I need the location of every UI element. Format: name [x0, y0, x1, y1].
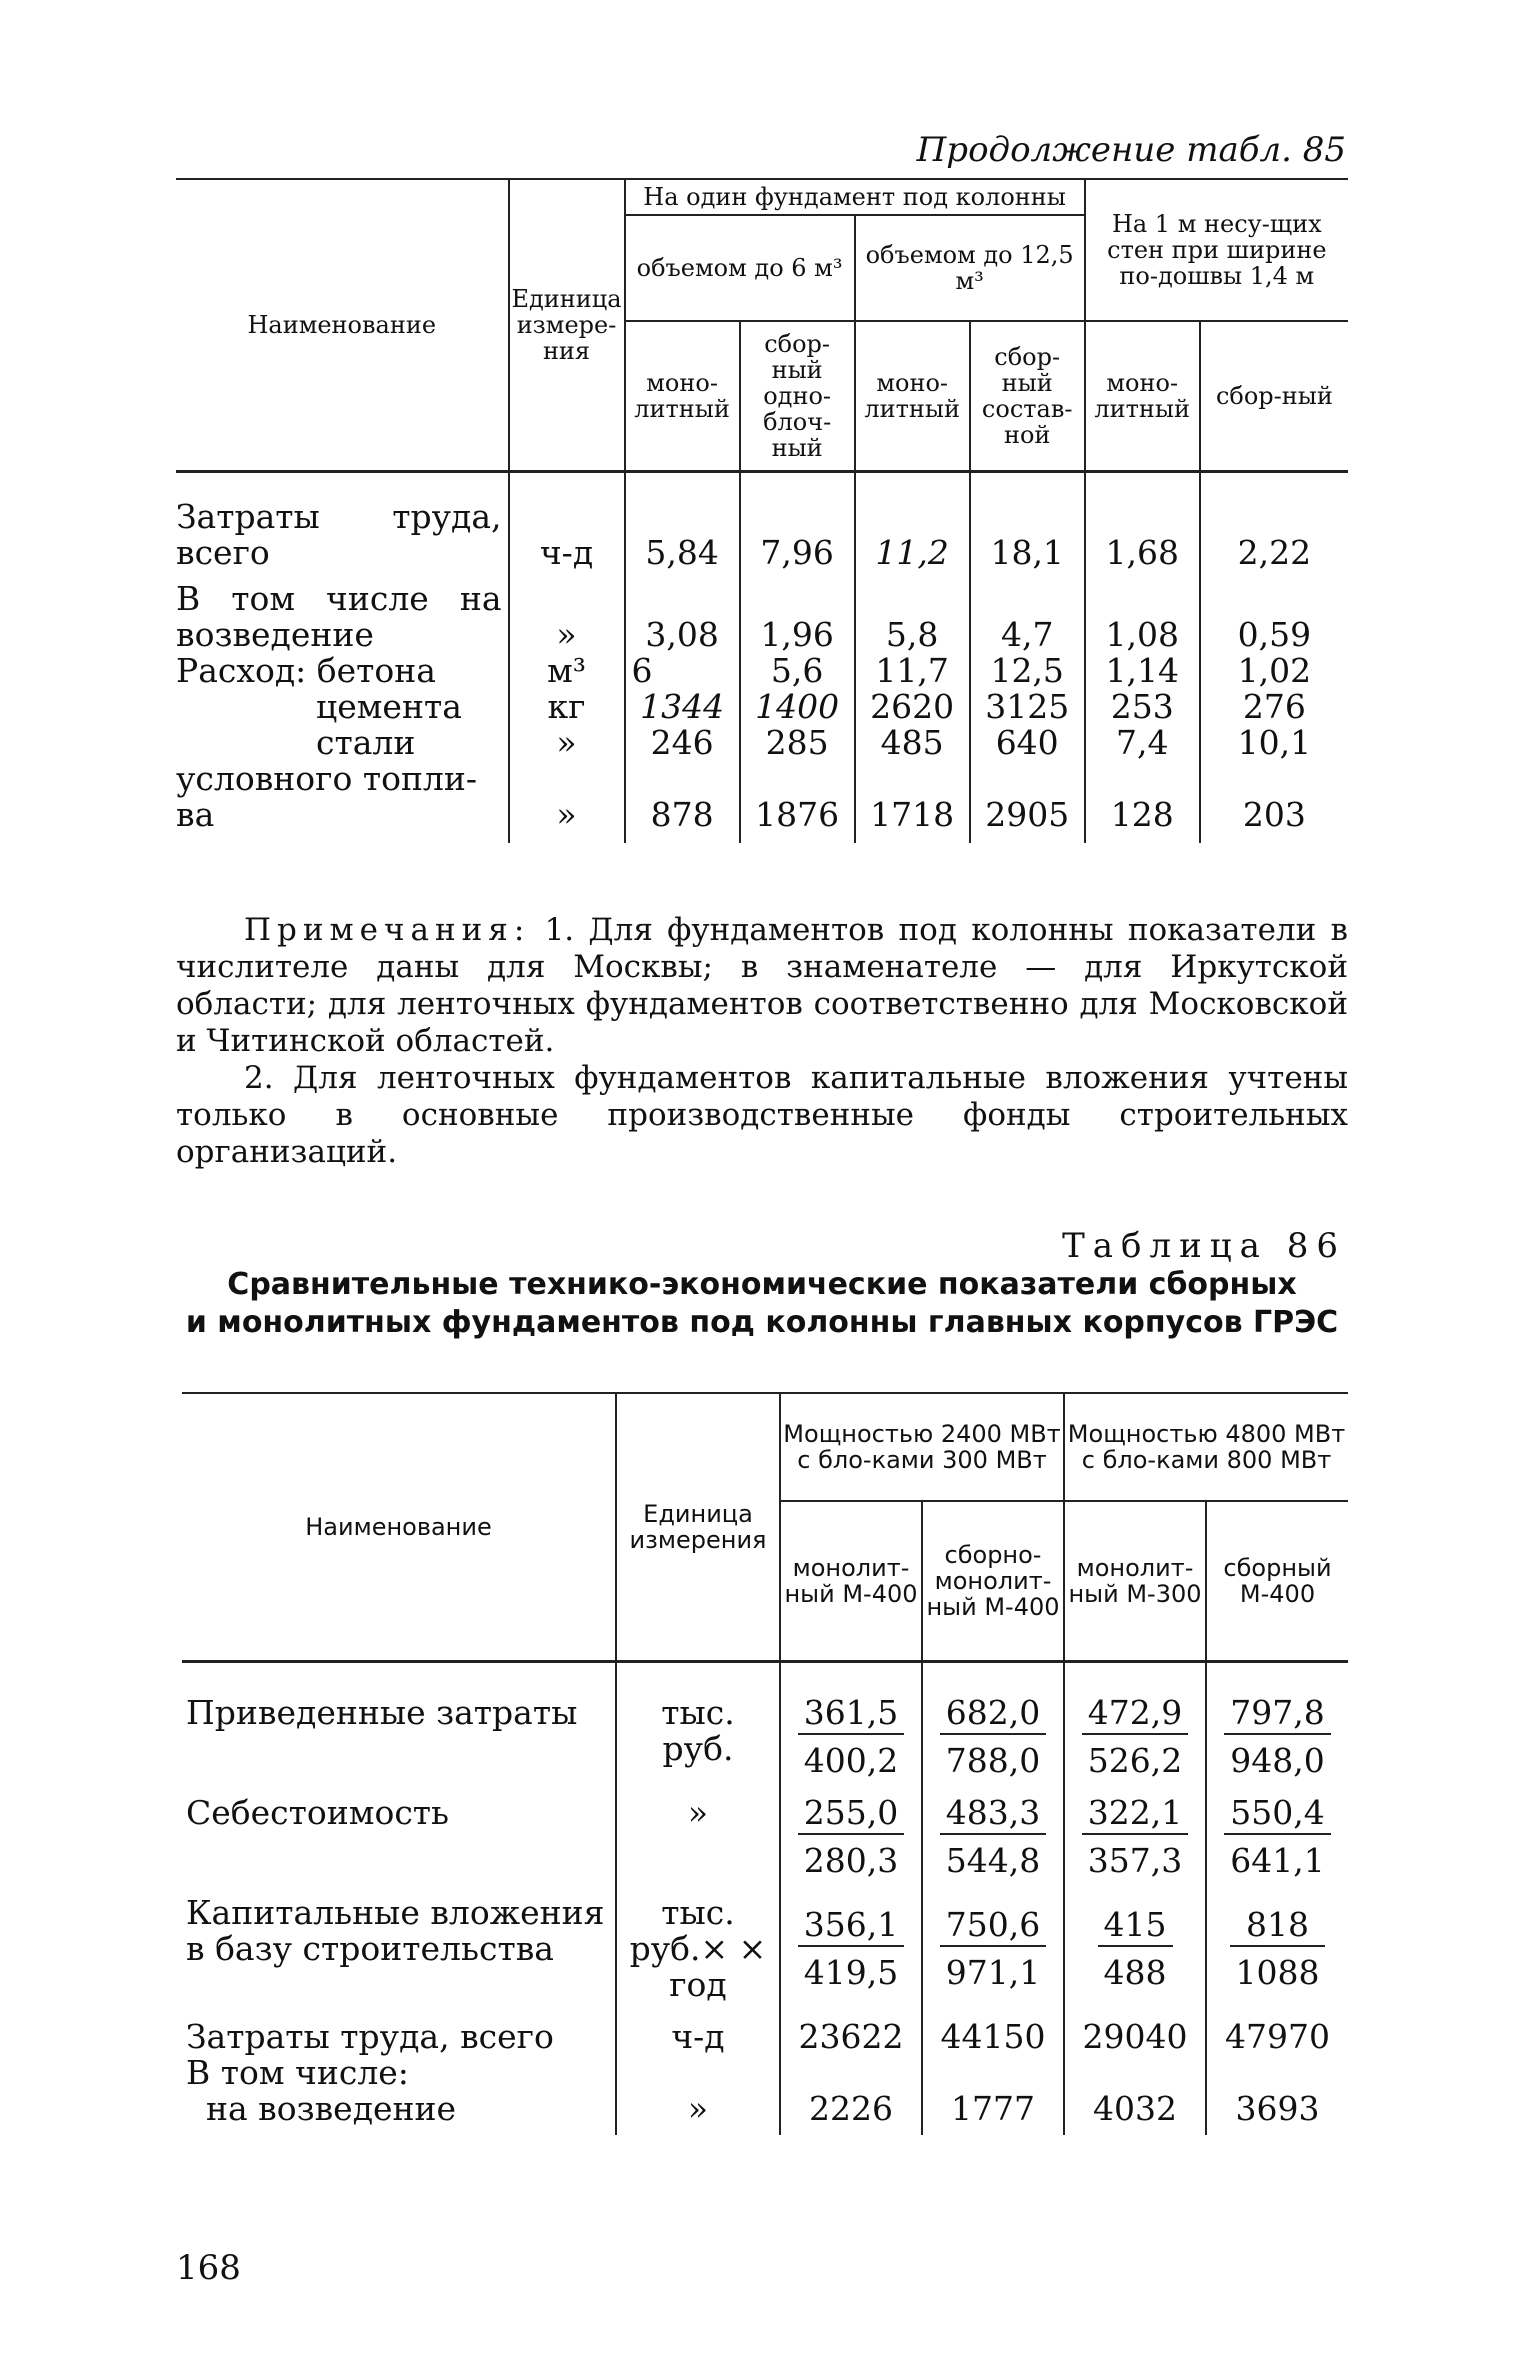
col-header-name: Наименование [176, 179, 509, 471]
row-name: ва [176, 794, 215, 834]
table-row [176, 617, 1348, 653]
row-unit: » [509, 725, 625, 761]
table-row [182, 2055, 1348, 2091]
cell: 0,59 [1200, 617, 1348, 653]
sub-header: сбор-ный состав-ной [970, 321, 1085, 471]
cell: 3125 [970, 689, 1085, 725]
table-row [182, 1787, 1348, 1887]
table-86-label: Таблица 86 [1062, 1226, 1346, 1266]
cell: 11,7 [855, 653, 970, 689]
cell: 1,68 [1085, 535, 1200, 571]
group-header-2400: Мощностью 2400 МВт с бло-ками 300 МВт [780, 1393, 1064, 1501]
cell: 2226 [780, 2091, 922, 2135]
row-name: Затраты труда, [176, 471, 509, 535]
row-unit: тыс. руб.× × год [616, 1887, 780, 2011]
cell: 6 [625, 653, 740, 689]
cell: 10,1 [1200, 725, 1348, 761]
row-name: на возведение [206, 2088, 457, 2128]
table-86-title [176, 1266, 1348, 1342]
row-name: всего [176, 532, 270, 572]
cell: 3693 [1206, 2091, 1348, 2135]
table-row [176, 571, 1348, 617]
row-name: Расход: бетона [176, 650, 436, 690]
table-row [176, 725, 1348, 761]
cell: 3,08 [625, 617, 740, 653]
table-row [176, 797, 1348, 843]
row-name: стали [316, 722, 416, 762]
table-row [176, 761, 1348, 797]
cell: 11,2 [855, 535, 970, 571]
table-row [176, 471, 1348, 535]
group-header-wall: На 1 м несу-щих стен при ширине по-дошвы 1,4 м [1085, 179, 1348, 321]
fraction: $\frac{682,0}{788,0}$ [940, 1695, 1046, 1779]
row-name: Капитальные вложения в базу строительства [186, 1892, 605, 1968]
cell: 23622 [780, 2011, 922, 2055]
fraction: $\frac{550,4}{641,1}$ [1224, 1795, 1330, 1879]
page-number: 168 [176, 2248, 241, 2288]
cell: 878 [625, 797, 740, 843]
row-unit: » [509, 797, 625, 843]
cell: 485 [855, 725, 970, 761]
subgroup-header-6m3: объемом до 6 м³ [625, 215, 855, 321]
cell: 246 [625, 725, 740, 761]
table-row [176, 653, 1348, 689]
fraction: $\frac{472,9}{526,2}$ [1082, 1695, 1188, 1779]
cell: 1,02 [1200, 653, 1348, 689]
sub-header: моно-литный [1085, 321, 1200, 471]
row-unit: кг [509, 689, 625, 725]
cell: 2,22 [1200, 535, 1348, 571]
fraction: $\frac{483,3}{544,8}$ [940, 1795, 1046, 1879]
note-2: 2. Для ленточных фундаментов капитальные вложения учтены только в основные производственные фонды строительных организаций. [176, 1060, 1348, 1170]
table-row [182, 2011, 1348, 2055]
sub-header: моно-литный [855, 321, 970, 471]
row-unit: тыс. руб. [616, 1661, 780, 1787]
cell: 128 [1085, 797, 1200, 843]
cell: 4,7 [970, 617, 1085, 653]
continuation-header: Продолжение табл. 85 [916, 130, 1346, 170]
col-header-unit: Единица измере-ния [509, 179, 625, 471]
row-unit: » [616, 2091, 780, 2135]
fraction: $\frac{818}{1088}$ [1230, 1907, 1326, 1991]
row-name: Себестоимость [186, 1792, 450, 1832]
fraction: $\frac{322,1}{357,3}$ [1082, 1795, 1188, 1879]
subgroup-header-12m3: объемом до 12,5 м³ [855, 215, 1085, 321]
row-unit: м³ [509, 653, 625, 689]
table-row [176, 689, 1348, 725]
row-name: Затраты труда, всего [186, 2016, 554, 2056]
row-name: условного топли- [176, 758, 478, 798]
row-unit: ч-д [616, 2011, 780, 2055]
table-row [182, 1661, 1348, 1787]
fraction: $\frac{361,5}{400,2}$ [798, 1695, 904, 1779]
cell: 5,8 [855, 617, 970, 653]
sub-header: монолит-ный М-300 [1064, 1501, 1206, 1661]
row-unit: » [616, 1787, 780, 1887]
fraction: $\frac{255,0}{280,3}$ [798, 1795, 904, 1879]
table-row [182, 2091, 1348, 2135]
title-line-1: Сравнительные технико-экономические показатели сборных [227, 1267, 1297, 1302]
cell: 4032 [1064, 2091, 1206, 2135]
cell: 203 [1200, 797, 1348, 843]
sub-header: сборно-монолит-ный М-400 [922, 1501, 1064, 1661]
cell: 1,14 [1085, 653, 1200, 689]
table-row [182, 1887, 1348, 2011]
table-85 [176, 178, 1348, 843]
fraction: $\frac{356,1}{419,5}$ [798, 1907, 904, 1991]
cell: 7,4 [1085, 725, 1200, 761]
cell: 1400 [740, 689, 855, 725]
row-unit: » [509, 617, 625, 653]
cell: 47970 [1206, 2011, 1348, 2055]
cell: 2620 [855, 689, 970, 725]
cell: 640 [970, 725, 1085, 761]
row-name: цемента [316, 686, 462, 726]
fraction: $\frac{750,6}{971,1}$ [940, 1907, 1046, 1991]
cell: 29040 [1064, 2011, 1206, 2055]
col-header-name: Наименование [182, 1393, 616, 1661]
cell: 5,6 [740, 653, 855, 689]
col-header-unit: Единица измерения [616, 1393, 780, 1661]
cell: 12,5 [970, 653, 1085, 689]
group-header-columns: На один фундамент под колонны [625, 179, 1085, 215]
sub-header: моно-литный [625, 321, 740, 471]
row-name: возведение [176, 614, 374, 654]
notes-label: Примечания: [244, 912, 531, 948]
table-row [176, 535, 1348, 571]
note-1-text: 1. Для фундаментов под колонны показатели в числителе даны для Москвы; в знаменателе — для Иркутской области; для ленточных фундаментов соответственно для Московской и Читинской областей. [176, 912, 1348, 1059]
title-line-2: и монолитных фундаментов под колонны главных корпусов ГРЭС [185, 1305, 1339, 1340]
cell: 7,96 [740, 535, 855, 571]
cell: 1,08 [1085, 617, 1200, 653]
cell: 1876 [740, 797, 855, 843]
cell: 276 [1200, 689, 1348, 725]
table-86 [182, 1392, 1348, 2135]
row-unit: ч-д [509, 535, 625, 571]
cell: 2905 [970, 797, 1085, 843]
group-header-4800: Мощностью 4800 МВт с бло-ками 800 МВт [1064, 1393, 1348, 1501]
cell: 285 [740, 725, 855, 761]
sub-header: сбор-ный одно-блоч-ный [740, 321, 855, 471]
notes [176, 912, 1348, 1171]
fraction: $\frac{797,8}{948,0}$ [1224, 1695, 1330, 1779]
sub-header: монолит-ный М-400 [780, 1501, 922, 1661]
sub-header: сборный М-400 [1206, 1501, 1348, 1661]
fraction: $\frac{415}{488}$ [1098, 1907, 1173, 1991]
note-1 [176, 912, 1348, 1060]
cell: 5,84 [625, 535, 740, 571]
sub-header: сбор-ный [1200, 321, 1348, 471]
cell: 1,96 [740, 617, 855, 653]
row-name: Приведенные затраты [182, 1661, 616, 1787]
cell: 253 [1085, 689, 1200, 725]
cell: 44150 [922, 2011, 1064, 2055]
cell: 1777 [922, 2091, 1064, 2135]
row-name: В том числе: [186, 2052, 409, 2092]
cell: 18,1 [970, 535, 1085, 571]
cell: 1718 [855, 797, 970, 843]
cell: 1344 [625, 689, 740, 725]
row-name: В том числе на [176, 578, 502, 618]
